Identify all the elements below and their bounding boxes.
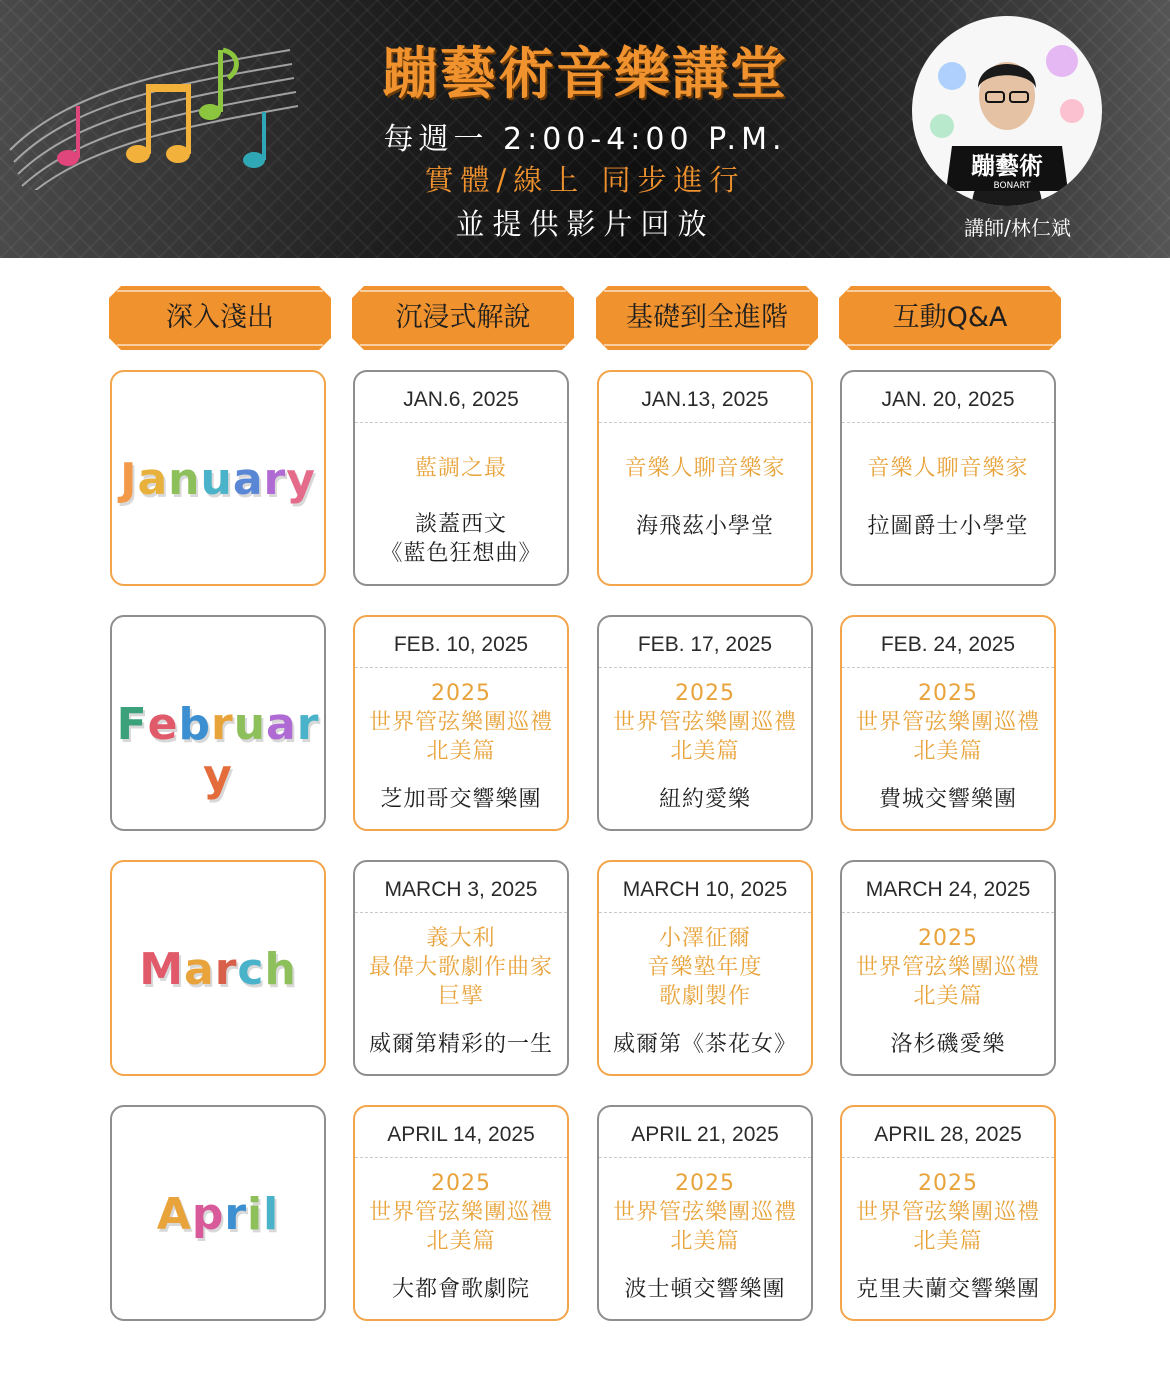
session-card [353,370,569,586]
svg-text:BONART: BONART [993,181,1031,191]
feature-label: 互動Q&A [892,302,1008,333]
month-label: March [139,944,297,995]
session-card [840,860,1056,1076]
session-topic: 2025 世界管弦樂團巡禮 北美篇 [368,1171,553,1254]
session-topic: 音樂人聊音樂家 [624,456,786,481]
session-date: MARCH 3, 2025 [384,878,538,901]
feature-label: 基礎到全進階 [626,302,788,333]
session-subject: 費城交響樂團 [878,787,1017,812]
note-teal-icon [243,112,266,168]
session-topic: 2025 世界管弦樂團巡禮 北美篇 [612,1171,797,1254]
session-card [840,615,1056,831]
feature-label: 沉浸式解說 [395,302,531,333]
feature-banner-3 [596,286,818,350]
month-card [110,615,326,831]
date-divider [355,667,567,668]
schedule-text: 每週一 2:00-4:00 P.M. [383,122,787,157]
note-pink-icon [57,106,80,166]
session-date: APRIL 14, 2025 [387,1123,535,1146]
date-divider [842,912,1054,913]
session-date: MARCH 24, 2025 [865,878,1031,901]
session-subject: 威爾第精彩的一生 [368,1032,553,1057]
session-card [353,615,569,831]
month-label: April [156,1189,280,1240]
session-card [353,1105,569,1321]
brand-logo-text: 蹦藝術 [971,152,1043,180]
session-topic: 音樂人聊音樂家 [867,456,1029,481]
session-date: FEB. 24, 2025 [880,633,1016,656]
month-card [110,370,326,586]
date-divider [355,912,567,913]
session-card [597,370,813,586]
page-title: 蹦藝術音樂講堂 [382,42,788,107]
date-divider [599,912,811,913]
session-subject: 拉圖爵士小學堂 [867,514,1029,539]
session-subject: 芝加哥交響樂團 [380,787,542,812]
month-label: February [116,699,320,801]
session-card [840,370,1056,586]
session-topic: 2025 世界管弦樂團巡禮 北美篇 [368,681,553,764]
header-banner [0,0,1170,258]
session-subject: 洛杉磯愛樂 [890,1032,1006,1057]
date-divider [355,1157,567,1158]
session-date: JAN.6, 2025 [403,388,519,411]
month-card [110,860,326,1076]
instructor-portrait [912,16,1102,206]
date-divider [842,667,1054,668]
session-topic: 義大利 最偉大歌劇作曲家 巨擘 [368,926,553,1009]
session-date: JAN.13, 2025 [641,388,769,411]
session-date: APRIL 28, 2025 [874,1123,1022,1146]
session-topic: 小澤征爾 音樂塾年度 歌劇製作 [647,926,763,1009]
feature-banner-2 [352,286,574,350]
session-subject: 海飛茲小學堂 [635,514,774,539]
month-label: January [120,454,316,505]
session-card [597,615,813,831]
session-card [597,1105,813,1321]
session-topic: 2025 世界管弦樂團巡禮 北美篇 [855,1171,1040,1254]
session-date: APRIL 21, 2025 [631,1123,779,1146]
attendance-mode-text: 實體/線上 同步進行 [424,163,746,197]
feature-banner-4 [839,286,1061,350]
session-card [597,860,813,1076]
date-divider [599,422,811,423]
session-topic: 2025 世界管弦樂團巡禮 北美篇 [612,681,797,764]
date-divider [355,422,567,423]
feature-label: 深入淺出 [166,302,274,333]
session-subject: 紐約愛樂 [658,787,751,812]
date-divider [842,422,1054,423]
date-divider [842,1157,1054,1158]
session-subject: 威爾第《茶花女》 [612,1032,797,1057]
session-subject: 波士頓交響樂團 [624,1277,786,1302]
session-date: MARCH 10, 2025 [622,878,788,901]
month-card [110,1105,326,1321]
replay-text: 並提供影片回放 [455,207,715,241]
session-card [840,1105,1056,1321]
date-divider [599,1157,811,1158]
session-topic: 2025 世界管弦樂團巡禮 北美篇 [855,681,1040,764]
session-date: JAN. 20, 2025 [881,388,1015,411]
date-divider [599,667,811,668]
session-topic: 2025 世界管弦樂團巡禮 北美篇 [855,926,1040,1009]
session-date: FEB. 17, 2025 [637,633,773,656]
session-subject: 大都會歌劇院 [391,1277,530,1302]
session-subject: 克里夫蘭交響樂團 [855,1277,1040,1302]
session-topic: 藍調之最 [414,456,507,481]
instructor-name: 講師/林仁斌 [964,216,1071,240]
session-subject: 談蓋西文 《藍色狂想曲》 [380,512,542,566]
session-date: FEB. 10, 2025 [393,633,529,656]
session-card [353,860,569,1076]
music-notes-illustration [0,30,300,190]
feature-banner-1 [109,286,331,350]
